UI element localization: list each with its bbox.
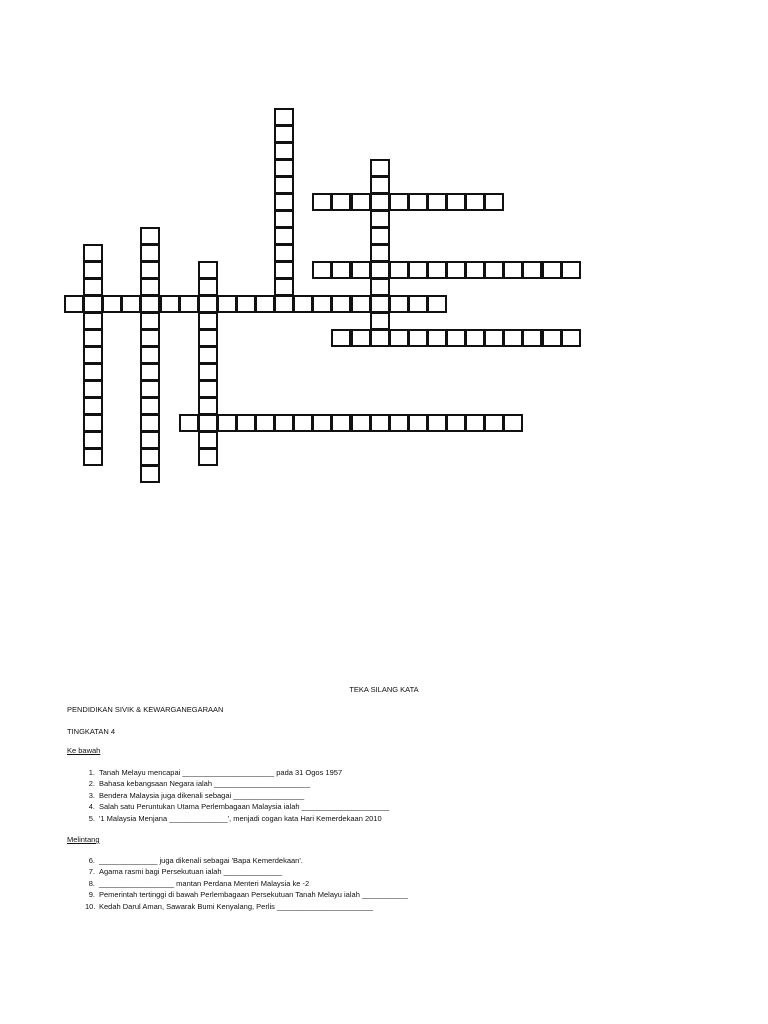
crossword-cell[interactable] (408, 193, 428, 211)
crossword-cell[interactable] (198, 261, 218, 279)
crossword-cell[interactable] (427, 193, 447, 211)
crossword-cell[interactable] (331, 414, 351, 432)
crossword-cell[interactable] (389, 261, 409, 279)
crossword-cell[interactable] (503, 261, 523, 279)
crossword-cell[interactable] (351, 261, 371, 279)
page-title: TEKA SILANG KATA (349, 685, 419, 694)
crossword-cell[interactable] (140, 227, 160, 245)
crossword-cell[interactable] (503, 329, 523, 347)
crossword-cell[interactable] (83, 380, 103, 398)
crossword-cell[interactable] (198, 431, 218, 449)
crossword-cell[interactable] (83, 278, 103, 296)
crossword-cell[interactable] (561, 329, 581, 347)
clue-text: Bendera Malaysia juga dikenali sebagai _________________ (99, 790, 305, 800)
crossword-cell[interactable] (465, 414, 485, 432)
crossword-cell[interactable] (370, 414, 390, 432)
crossword-cell[interactable] (484, 329, 504, 347)
crossword-cell[interactable] (140, 465, 160, 483)
crossword-cell[interactable] (370, 312, 390, 330)
crossword-cell[interactable] (465, 193, 485, 211)
crossword-cell[interactable] (389, 414, 409, 432)
clue-number: 7. (88, 867, 95, 877)
crossword-grid (0, 0, 768, 500)
crossword-cell[interactable] (408, 414, 428, 432)
crossword-cell[interactable] (370, 193, 390, 211)
crossword-cell[interactable] (217, 295, 237, 313)
crossword-cell[interactable] (83, 414, 103, 432)
crossword-cell[interactable] (274, 278, 294, 296)
crossword-cell[interactable] (446, 193, 466, 211)
crossword-cell[interactable] (484, 261, 504, 279)
crossword-cell[interactable] (465, 261, 485, 279)
clue-text: '1 Malaysia Menjana ______________', menjadi cogan kata Hari Kemerdekaan 2010 (99, 813, 382, 823)
crossword-cell[interactable] (351, 193, 371, 211)
crossword-cell[interactable] (465, 329, 485, 347)
crossword-cell[interactable] (351, 329, 371, 347)
crossword-cell[interactable] (140, 431, 160, 449)
crossword-cell[interactable] (83, 448, 103, 466)
crossword-cell[interactable] (274, 261, 294, 279)
crossword-cell[interactable] (312, 414, 332, 432)
crossword-cell[interactable] (293, 414, 313, 432)
down-clues-heading: Ke bawah (67, 746, 101, 755)
clue-number: 8. (88, 878, 95, 888)
across-clues-heading: Melintang (67, 835, 100, 844)
crossword-cell[interactable] (179, 295, 199, 313)
clue-number: 3. (88, 790, 95, 800)
crossword-cell[interactable] (370, 159, 390, 177)
crossword-cell[interactable] (331, 329, 351, 347)
crossword-cell[interactable] (351, 414, 371, 432)
crossword-cell[interactable] (312, 295, 332, 313)
crossword-cell[interactable] (274, 108, 294, 126)
crossword-cell[interactable] (274, 414, 294, 432)
clue-text: __________________ mantan Perdana Menteri Malaysia ke -2 (99, 878, 310, 888)
crossword-cell[interactable] (83, 261, 103, 279)
crossword-cell[interactable] (408, 261, 428, 279)
crossword-cell[interactable] (198, 329, 218, 347)
crossword-cell[interactable] (522, 261, 542, 279)
crossword-cell[interactable] (274, 210, 294, 228)
crossword-cell[interactable] (83, 295, 103, 313)
crossword-cell[interactable] (274, 244, 294, 262)
crossword-cell[interactable] (370, 227, 390, 245)
crossword-cell[interactable] (446, 414, 466, 432)
crossword-cell[interactable] (64, 295, 84, 313)
crossword-cell[interactable] (140, 363, 160, 381)
crossword-cell[interactable] (312, 261, 332, 279)
crossword-cell[interactable] (121, 295, 141, 313)
crossword-cell[interactable] (198, 278, 218, 296)
crossword-cell[interactable] (198, 380, 218, 398)
crossword-cell[interactable] (522, 329, 542, 347)
clue-number: 10. (85, 901, 96, 911)
crossword-cell[interactable] (446, 329, 466, 347)
crossword-cell[interactable] (83, 312, 103, 330)
crossword-cell[interactable] (408, 329, 428, 347)
crossword-cell[interactable] (140, 380, 160, 398)
crossword-cell[interactable] (542, 261, 562, 279)
clue-text: Pemerintah tertinggi di bawah Perlembagaan Persekutuan Tanah Melayu ialah ___________ (99, 890, 408, 900)
crossword-cell[interactable] (370, 261, 390, 279)
crossword-cell[interactable] (370, 295, 390, 313)
crossword-cell[interactable] (293, 295, 313, 313)
crossword-cell[interactable] (542, 329, 562, 347)
crossword-cell[interactable] (427, 295, 447, 313)
crossword-cell[interactable] (331, 193, 351, 211)
crossword-cell[interactable] (389, 193, 409, 211)
clue-text: Bahasa kebangsaan Negara ialah _______________________ (99, 779, 311, 789)
crossword-cell[interactable] (312, 193, 332, 211)
crossword-cell[interactable] (198, 346, 218, 364)
crossword-cell[interactable] (389, 329, 409, 347)
crossword-cell[interactable] (102, 295, 122, 313)
crossword-cell[interactable] (370, 244, 390, 262)
crossword-cell[interactable] (140, 312, 160, 330)
crossword-cell[interactable] (217, 414, 237, 432)
crossword-cell[interactable] (255, 414, 275, 432)
crossword-cell[interactable] (140, 329, 160, 347)
crossword-cell[interactable] (83, 397, 103, 415)
crossword-cell[interactable] (83, 329, 103, 347)
crossword-cell[interactable] (140, 448, 160, 466)
crossword-cell[interactable] (484, 414, 504, 432)
subject-heading: PENDIDIKAN SIVIK & KEWARGANEGARAAN (67, 705, 224, 714)
clue-number: 5. (88, 813, 95, 823)
clue-number: 9. (88, 890, 95, 900)
crossword-cell[interactable] (370, 210, 390, 228)
crossword-cell[interactable] (331, 295, 351, 313)
clue-number: 4. (88, 802, 95, 812)
crossword-cell[interactable] (140, 278, 160, 296)
crossword-cell[interactable] (331, 261, 351, 279)
crossword-cell[interactable] (370, 278, 390, 296)
crossword-cell[interactable] (83, 431, 103, 449)
clue-text: Salah satu Peruntukan Utama Perlembagaan Malaysia ialah _____________________ (99, 802, 390, 812)
crossword-cell[interactable] (389, 295, 409, 313)
crossword-cell[interactable] (140, 295, 160, 313)
crossword-cell[interactable] (408, 295, 428, 313)
crossword-cell[interactable] (561, 261, 581, 279)
clue-text: Agama rasmi bagi Persekutuan ialah ______________ (99, 867, 283, 877)
crossword-cell[interactable] (255, 295, 275, 313)
crossword-cell[interactable] (427, 329, 447, 347)
clue-number: 1. (88, 768, 95, 777)
crossword-cell[interactable] (274, 159, 294, 177)
crossword-cell[interactable] (484, 193, 504, 211)
crossword-cell[interactable] (140, 346, 160, 364)
crossword-cell[interactable] (427, 414, 447, 432)
clue-text: Kedah Darul Aman, Sawarak Bumi Kenyalang, Perlis _______________________ (99, 901, 373, 911)
crossword-cell[interactable] (274, 142, 294, 160)
crossword-cell[interactable] (83, 363, 103, 381)
crossword-cell[interactable] (198, 448, 218, 466)
crossword-cell[interactable] (198, 363, 218, 381)
crossword-cell[interactable] (198, 414, 218, 432)
crossword-cell[interactable] (370, 176, 390, 194)
crossword-cell[interactable] (274, 295, 294, 313)
crossword-cell[interactable] (140, 244, 160, 262)
clue-number: 6. (88, 856, 95, 865)
clue-number: 2. (88, 779, 95, 789)
crossword-cell[interactable] (140, 261, 160, 279)
crossword-cell[interactable] (274, 125, 294, 143)
crossword-cell[interactable] (446, 261, 466, 279)
crossword-cell[interactable] (351, 295, 371, 313)
crossword-cell[interactable] (503, 414, 523, 432)
crossword-cell[interactable] (198, 312, 218, 330)
crossword-cell[interactable] (140, 414, 160, 432)
crossword-cell[interactable] (198, 295, 218, 313)
crossword-cell[interactable] (160, 295, 180, 313)
form-level: TINGKATAN 4 (67, 727, 116, 736)
clue-text: ______________ juga dikenali sebagai 'Bapa Kemerdekaan'. (99, 856, 303, 865)
crossword-cell[interactable] (236, 295, 256, 313)
clue-text: Tanah Melayu mencapai ______________________ pada 31 Ogos 1957 (99, 768, 343, 777)
crossword-cell[interactable] (427, 261, 447, 279)
crossword-cell[interactable] (274, 193, 294, 211)
crossword-cell[interactable] (198, 397, 218, 415)
crossword-cell[interactable] (140, 397, 160, 415)
crossword-cell[interactable] (83, 244, 103, 262)
crossword-cell[interactable] (83, 346, 103, 364)
crossword-cell[interactable] (179, 414, 199, 432)
crossword-cell[interactable] (274, 176, 294, 194)
crossword-cell[interactable] (236, 414, 256, 432)
crossword-cell[interactable] (370, 329, 390, 347)
crossword-cell[interactable] (274, 227, 294, 245)
